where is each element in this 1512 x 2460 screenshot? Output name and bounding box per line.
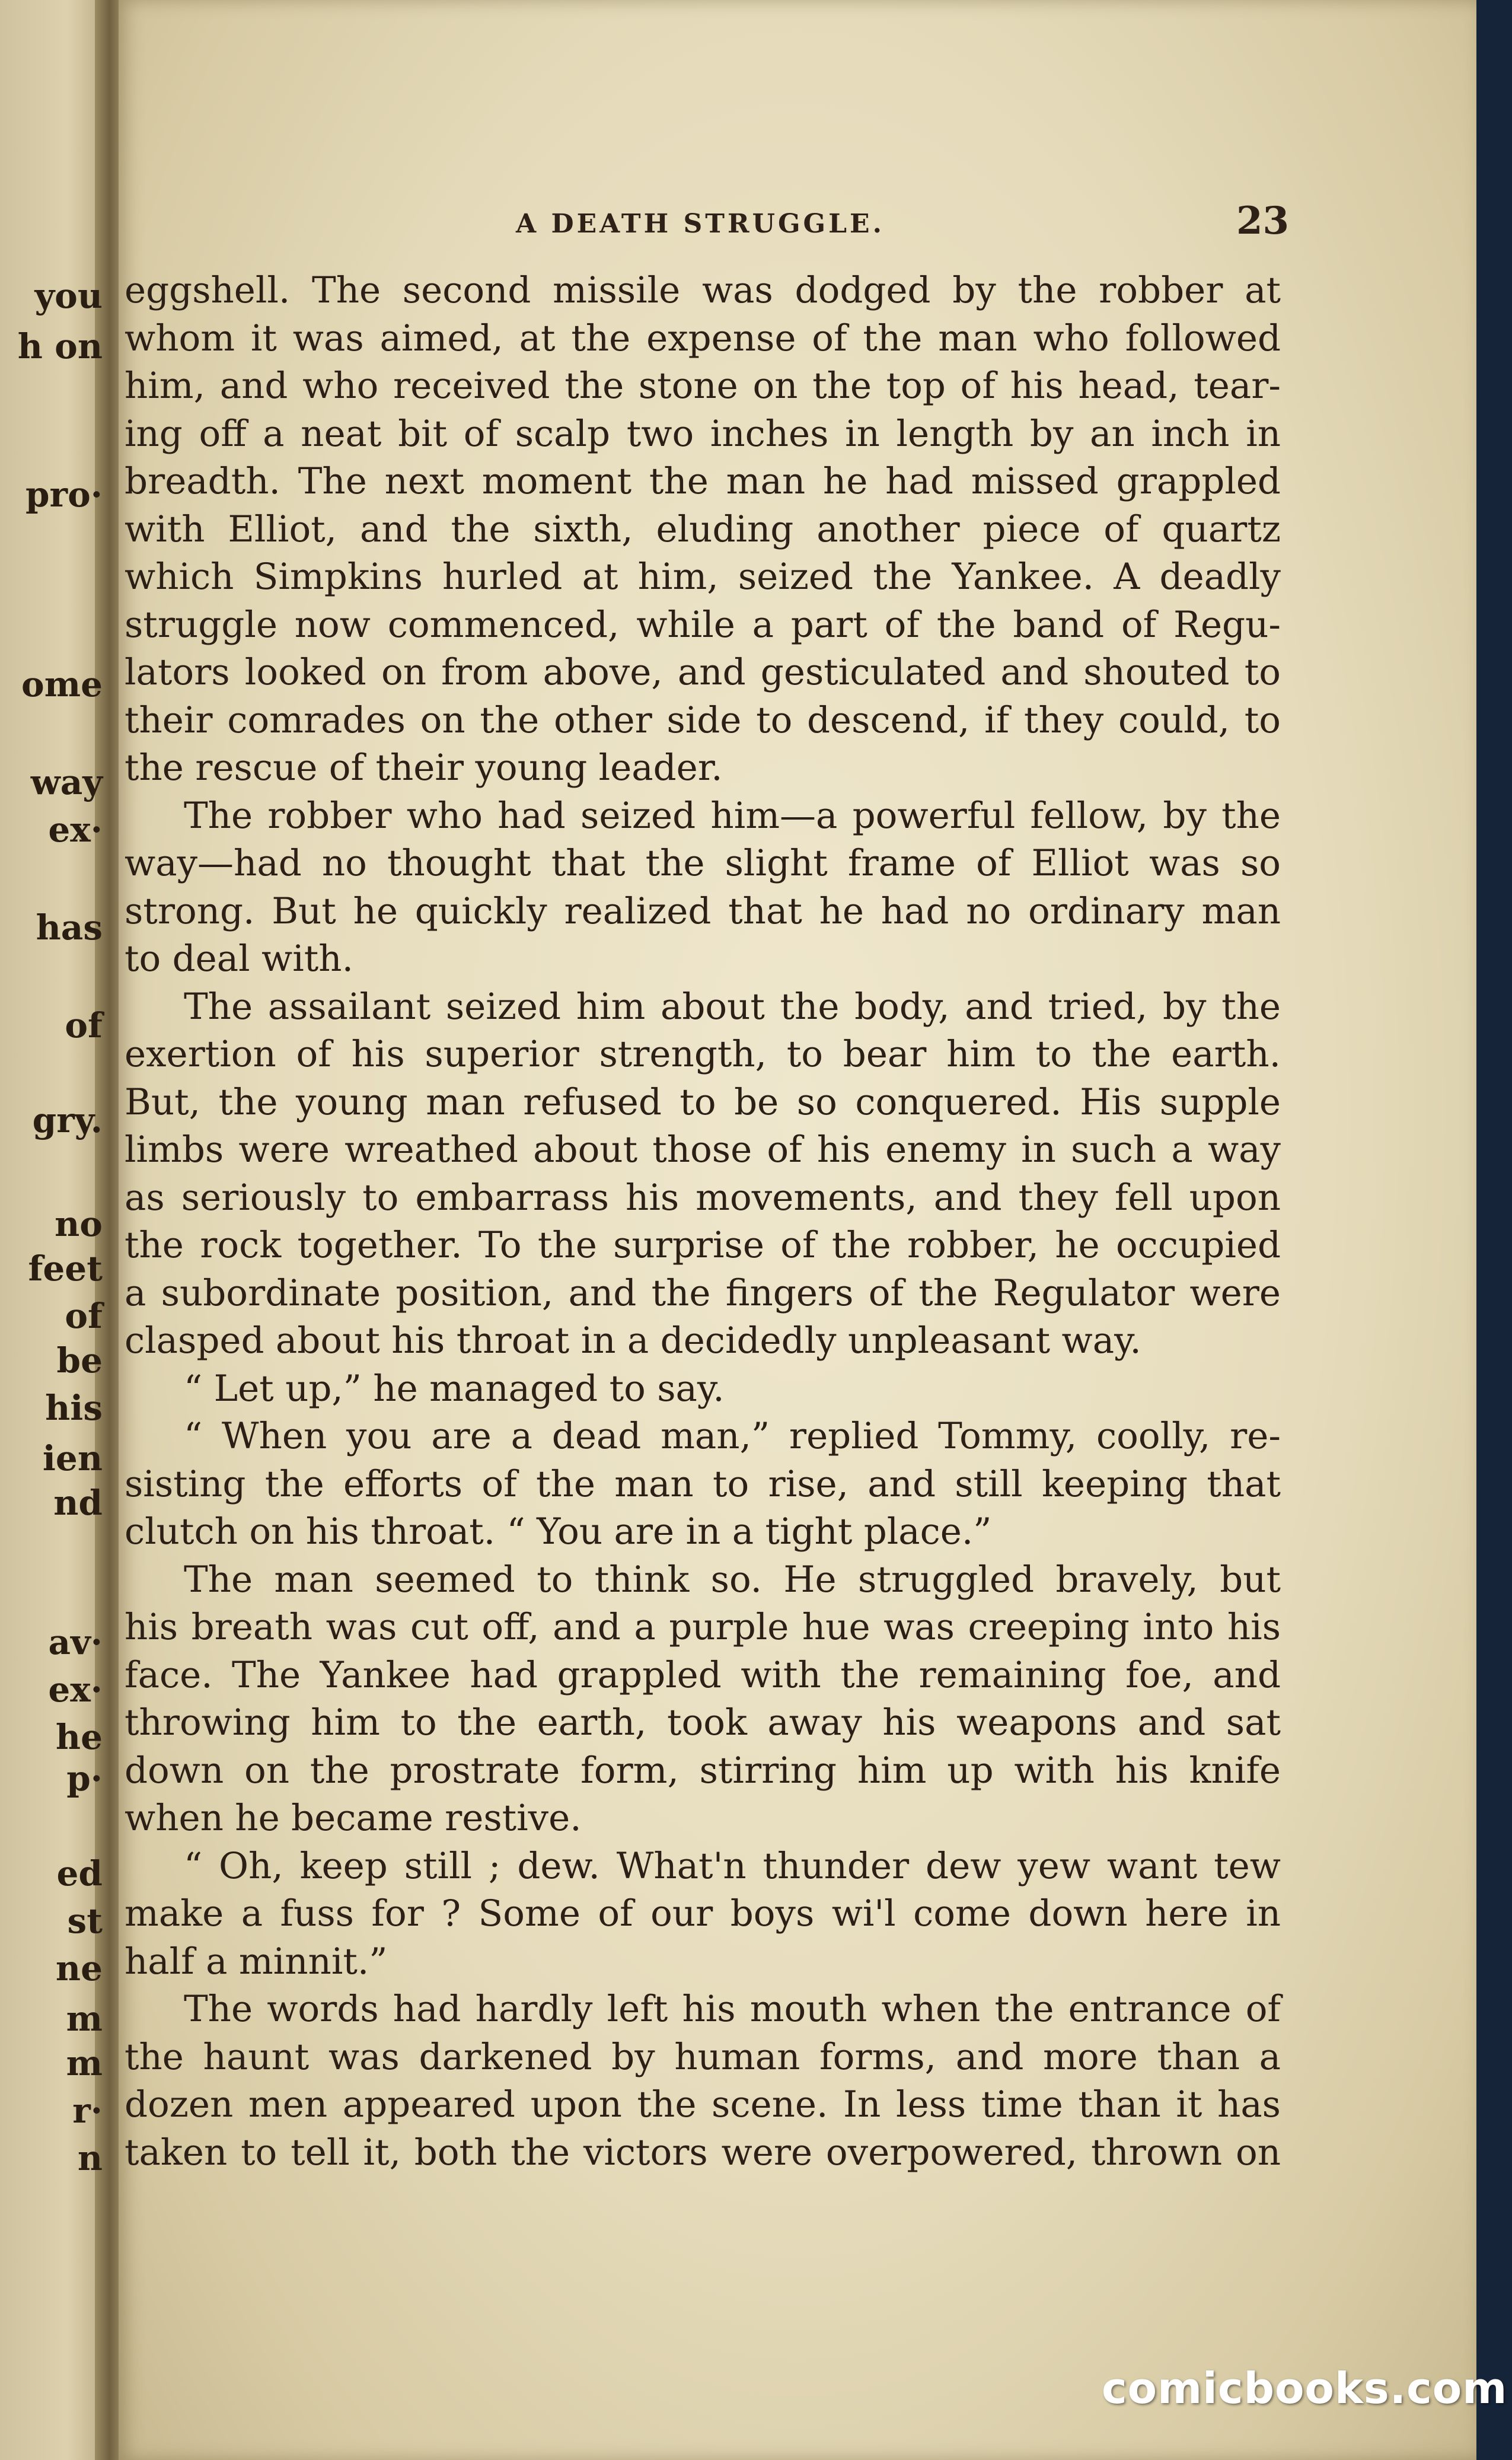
text-line: “ When you are a dead man,” replied Tommy, coolly, re-	[184, 1415, 1281, 1457]
left-page-fragment: feet	[28, 1248, 103, 1289]
text-line: sisting the efforts of the man to rise, and still keeping that	[125, 1463, 1281, 1505]
text-line: limbs were wreathed about those of his enemy in such a way	[125, 1129, 1281, 1171]
left-page-fragment: r·	[72, 2091, 103, 2131]
text-line: strong. But he quickly realized that he had no ordinary man	[125, 890, 1281, 932]
left-page-fragment: has	[36, 907, 103, 948]
text-line: The words had hardly left his mouth when the entrance of	[184, 1988, 1281, 2030]
text-line: whom it was aimed, at the expense of the man who followed	[125, 317, 1281, 359]
text-line: to deal with.	[125, 938, 353, 980]
running-head: A DEATH STRUGGLE.	[516, 209, 885, 239]
left-page-fragment: ex·	[48, 810, 103, 850]
left-page-fragment: ed	[56, 1853, 103, 1894]
left-page-fragment: gry.	[32, 1100, 103, 1140]
text-line: clutch on his throat. “ You are in a tight place.”	[125, 1511, 992, 1553]
left-page-fragment: of	[65, 1296, 103, 1336]
watermark: comicbooks.com	[1102, 2363, 1508, 2413]
text-line: their comrades on the other side to descend, if they could, to	[125, 699, 1281, 741]
text-line: him, and who received the stone on the top of his head, tear-	[125, 365, 1281, 407]
left-page-fragment: his	[45, 1388, 103, 1428]
text-line: breadth. The next moment the man he had missed grappled	[125, 460, 1281, 502]
left-page-fragment: h on	[17, 326, 103, 367]
text-line: with Elliot, and the sixth, eluding another piece of quartz	[125, 508, 1281, 550]
text-line: down on the prostrate form, stirring him up with his knife	[125, 1750, 1281, 1792]
text-line: But, the young man refused to be so conquered. His supple	[125, 1081, 1281, 1123]
text-line: make a fuss for ? Some of our boys wi'l come down here in	[125, 1892, 1281, 1935]
text-line: half a minnit.”	[125, 1940, 388, 1983]
left-page-fragment: ome	[21, 664, 103, 705]
left-page-fragment: m	[66, 1999, 103, 2039]
text-line: exertion of his superior strength, to bear him to the earth.	[125, 1033, 1281, 1075]
left-page-fragment: no	[55, 1204, 103, 1244]
left-page-fragment: you	[34, 276, 103, 316]
left-page-fragment: ne	[55, 1948, 103, 1989]
text-line: The assailant seized him about the body, and tried, by the	[184, 986, 1281, 1028]
text-line: eggshell. The second missile was dodged by the robber at	[125, 269, 1281, 311]
left-page-fragment: of	[65, 1005, 103, 1046]
text-line: when he became restive.	[125, 1797, 582, 1839]
left-page-fragment: av·	[48, 1622, 103, 1662]
text-line: The man seemed to think so. He struggled bravely, but	[184, 1559, 1281, 1601]
previous-page-text-fragments	[0, 0, 110, 2460]
text-line: his breath was cut off, and a purple hue was creeping into his	[125, 1606, 1281, 1648]
left-page-fragment: be	[56, 1340, 103, 1381]
text-line: lators looked on from above, and gesticulated and shouted to	[125, 651, 1281, 693]
left-page-fragment: m	[66, 2043, 103, 2083]
text-line: the haunt was darkened by human forms, and more than a	[125, 2036, 1281, 2078]
left-page-fragment: st	[67, 1901, 103, 1941]
text-line: struggle now commenced, while a part of the band of Regu-	[125, 604, 1281, 646]
text-line: the rescue of their young leader.	[125, 747, 723, 789]
left-page-fragment: nd	[53, 1483, 103, 1523]
left-page-fragment: he	[55, 1717, 103, 1757]
text-line: ing off a neat bit of scalp two inches in length by an inch in	[125, 413, 1281, 455]
text-line: throwing him to the earth, took away his weapons and sat	[125, 1701, 1281, 1744]
left-page-fragment: way	[30, 762, 103, 802]
text-line: “ Let up,” he managed to say.	[184, 1368, 725, 1410]
text-line: way—had no thought that the slight frame of Elliot was so	[125, 842, 1281, 884]
text-line: the rock together. To the surprise of the robber, he occupied	[125, 1224, 1281, 1266]
text-line: a subordinate position, and the fingers of the Regulator were	[125, 1272, 1281, 1314]
text-line: “ Oh, keep still ; dew. What'n thunder dew yew want tew	[184, 1845, 1281, 1887]
text-line: as seriously to embarrass his movements, and they fell upon	[125, 1177, 1281, 1219]
left-page-fragment: ien	[42, 1438, 103, 1478]
left-page-fragment: n	[77, 2138, 103, 2178]
text-line: which Simpkins hurled at him, seized the Yankee. A deadly	[125, 556, 1281, 598]
text-line: dozen men appeared upon the scene. In less time than it has	[125, 2083, 1281, 2126]
text-line: face. The Yankee had grappled with the remaining foe, and	[125, 1654, 1281, 1696]
text-line: taken to tell it, both the victors were overpowered, thrown on	[125, 2131, 1281, 2174]
text-line: The robber who had seized him—a powerful fellow, by the	[184, 795, 1281, 837]
left-page-fragment: pro·	[25, 474, 103, 515]
left-page-fragment: p·	[66, 1758, 103, 1799]
page-number: 23	[1236, 199, 1290, 243]
text-line: clasped about his throat in a decidedly unpleasant way.	[125, 1320, 1141, 1362]
left-page-fragment: ex·	[48, 1669, 103, 1710]
